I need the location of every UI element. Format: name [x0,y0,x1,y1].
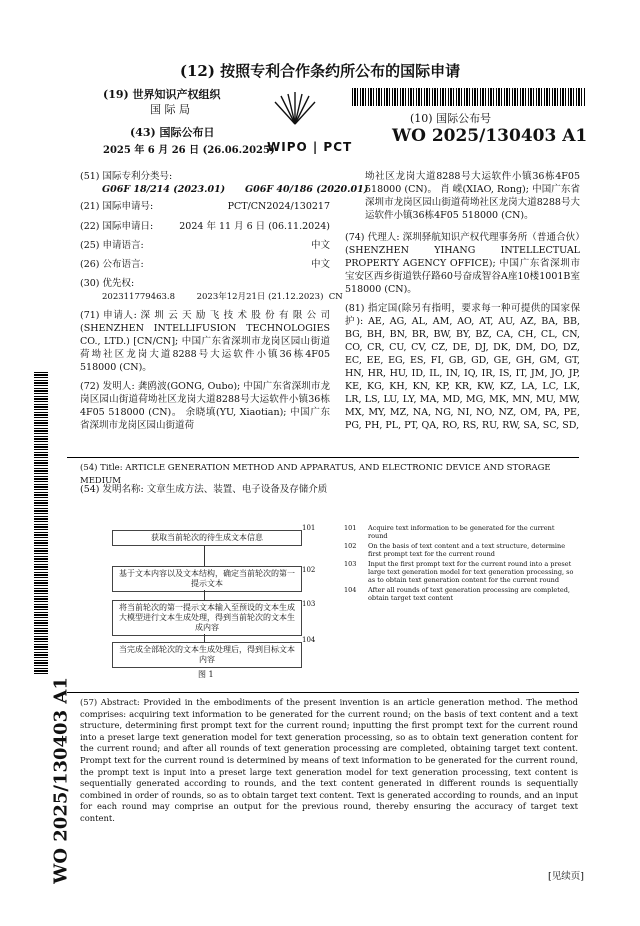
field-51-label: (51) 国际专利分类号: [80,171,173,182]
flow-num-103: 103 [302,600,316,608]
title-cn: (54) 发明名称: 文章生成方法、装置、电子设备及存储介质 [80,484,328,495]
field-22-value: 2024 年 11 月 6 日 (06.11.2024) [179,221,330,232]
wipo-logo [255,88,335,142]
legend-item [344,560,574,584]
flow-box-101: 获取当前轮次的待生成文本信息 [112,530,302,546]
divider [67,692,579,693]
field-22-label: (22) 国际申请日: [80,221,154,232]
pub-date-label: (43) 国际公布日 [130,126,215,139]
field-25-value: 中文 [310,240,330,251]
legend-item [344,586,574,602]
field-30-value: 202311779463.8 2023年12月21日 (21.12.2023) CN [102,292,343,302]
wipo-pct-text: WIPO | PCT [267,140,353,154]
continued-note: [见续页] [548,871,584,882]
flow-box-103: 将当前轮次的第一提示文本输入至预设的文本生成大模型进行文本生成处理，得到当前轮次的文本生成内容 [112,600,302,636]
flowchart [106,518,321,683]
legend-num: 101 [344,524,357,532]
legend-text: After all rounds of text generation processing are completed, obtain target text content [368,586,570,602]
field-21-label: (21) 国际申请号: [80,201,154,212]
legend-text: Acquire text information to be generated for the current round [368,524,555,540]
flow-arrow [204,590,205,600]
org-name: (19) 世界知识产权组织 [103,88,221,101]
flow-num-102: 102 [302,566,316,574]
figure-legend [344,524,574,602]
field-25-label: (25) 申请语言: [80,240,144,251]
pub-date: 2025 年 6 月 26 日 (26.06.2025) [103,145,275,156]
field-26-label: (26) 公布语言: [80,259,144,270]
document-title: (12) 按照专利合作条约所公布的国际申请 [179,62,461,80]
field-30-label: (30) 优先权: [80,278,135,289]
field-21-value: PCT/CN2024/130217 [227,201,330,212]
flow-num-101: 101 [302,524,316,532]
figure-caption: 图 1 [198,670,214,679]
field-81-designated-states: (81) 指定国(除另有指明，要求每一种可提供的国家保护): AE, AG, AL, AM, AO, AT, AU, AZ, BA, BB, BG, BH, BN, BR, BW, BY, BZ, CA, CH, CL, CN, CO, CR, CU, CV, CZ, DE, DJ, DK, DM, DO, DZ, EC, EE, EG, ES, FI, GB, GD, GE, GH, GM, GT, HN, HR, HU, ID, IL, IN, IQ, IR, IS, IT, JM, JO, JP, KE, KG, KH, KN, KP, KR, KW, KZ, LA, LC, LK, LR, LS, LU, LY, MA, MD, MG, MK, MN, MU, MW, MX, MY, MZ, NA, NG, NI, NO, NZ, OM, PA, PE, PG, PH, PL, PT, QA, RO, RS, RU, RW, SA, SC, SD, [345,303,580,431]
field-72-inventor: (72) 发明人: 龚鸥波(GONG, Oubo); 中国广东省深圳市龙岗区园山街道荷坳社区龙岗大道8288号大运软件小镇36栋4F05 518000 (CN)。 余晓填(YU, Xiaotian); 中国广东省深圳市龙岗区园山街道荷 [80,381,330,431]
legend-item [344,542,574,558]
flow-arrow [204,634,205,642]
side-pub-number: WO 2025/130403 A1 [50,677,72,884]
field-71-applicant: (71) 申请人: 深 圳 云 天 励 飞 技 术 股 份 有 限 公 司(SHENZHEN INTELLIFUSION TECHNOLOGIES CO., LTD.) [CN/CN]; 中国广东省深圳市龙岗区园山街道荷坳社区龙岗大道8288号大运软件小镇36栋4F05 518000 (CN)。 [80,310,330,373]
org-bureau: 国 际 局 [150,103,190,116]
legend-num: 102 [344,542,357,550]
legend-text: On the basis of text content and a text structure, determine first prompt text for the current round [368,542,566,558]
legend-item [344,524,574,540]
abstract: (57) Abstract: Provided in the embodiments of the present invention is an article generation method. The method comprises: acquiring text information to be generated for the current round; on the basis of text content and a text structure, determining first prompt text for the current round; inputting the first prompt text for the current round into a preset large text generation model for text generation processing, so as to obtain text generation content for the current round; and after all rounds of text generation processing are completed, obtaining target text content. Prompt text for the current round is determined by means of text information to be generated for the current round, the prompt text is input into a preset large text generation model for text generation processing, text content is sequentially generated according to rounds, and the text content generated in different rounds is sequentially combined in order of rounds, so as to obtain target text content. Text is generated according to rounds, and an input for each round may comprise an output for the previous round, thereby ensuring the accuracy of target text content. [80,697,578,823]
field-51-value: G06F 18/214 (2023.01) G06F 40/186 (2020.01) [102,184,369,195]
divider [67,457,579,458]
flow-box-102: 基于文本内容以及文本结构，确定当前轮次的第一提示文本 [112,566,302,592]
legend-text: Input the first prompt text for the current round into a preset large text generation model for text generation processing, so as to obtain text generation content for the current round [368,560,574,584]
legend-num: 103 [344,560,357,568]
side-barcode [34,372,48,674]
barcode [352,88,586,106]
flow-num-104: 104 [302,636,316,644]
legend-num: 104 [344,586,357,594]
flow-box-104: 当完成全部轮次的文本生成处理后，得到目标文本内容 [112,642,302,668]
pub-number: WO 2025/130403 A1 [392,126,588,146]
flow-arrow [204,546,205,566]
field-26-value: 中文 [310,259,330,270]
pub-number-label: (10) 国际公布号 [410,112,492,125]
title-en: (54) Title: ARTICLE GENERATION METHOD AND APPARATUS, AND ELECTRONIC DEVICE AND STORAGE MEDIUM [80,463,551,486]
field-74-agent: (74) 代理人: 深圳驿航知识产权代理事务所（普通合伙）(SHENZHEN YIHANG INTELLECTUAL PROPERTY AGENCY OFFICE); 中国广东省深圳市宝安区西乡街道铁仔路60号奋成智谷A座10楼1001B室 518000 (CN)。 [345,232,580,295]
inventor-continued: 坳社区龙岗大道8288号大运软件小镇36栋4F05 518000 (CN)。 肖 嵘(XIAO, Rong); 中国广东省深圳市龙岗区园山街道荷坳社区龙岗大道8288号大运软件小镇36栋4F05 518000 (CN)。 [365,171,580,221]
